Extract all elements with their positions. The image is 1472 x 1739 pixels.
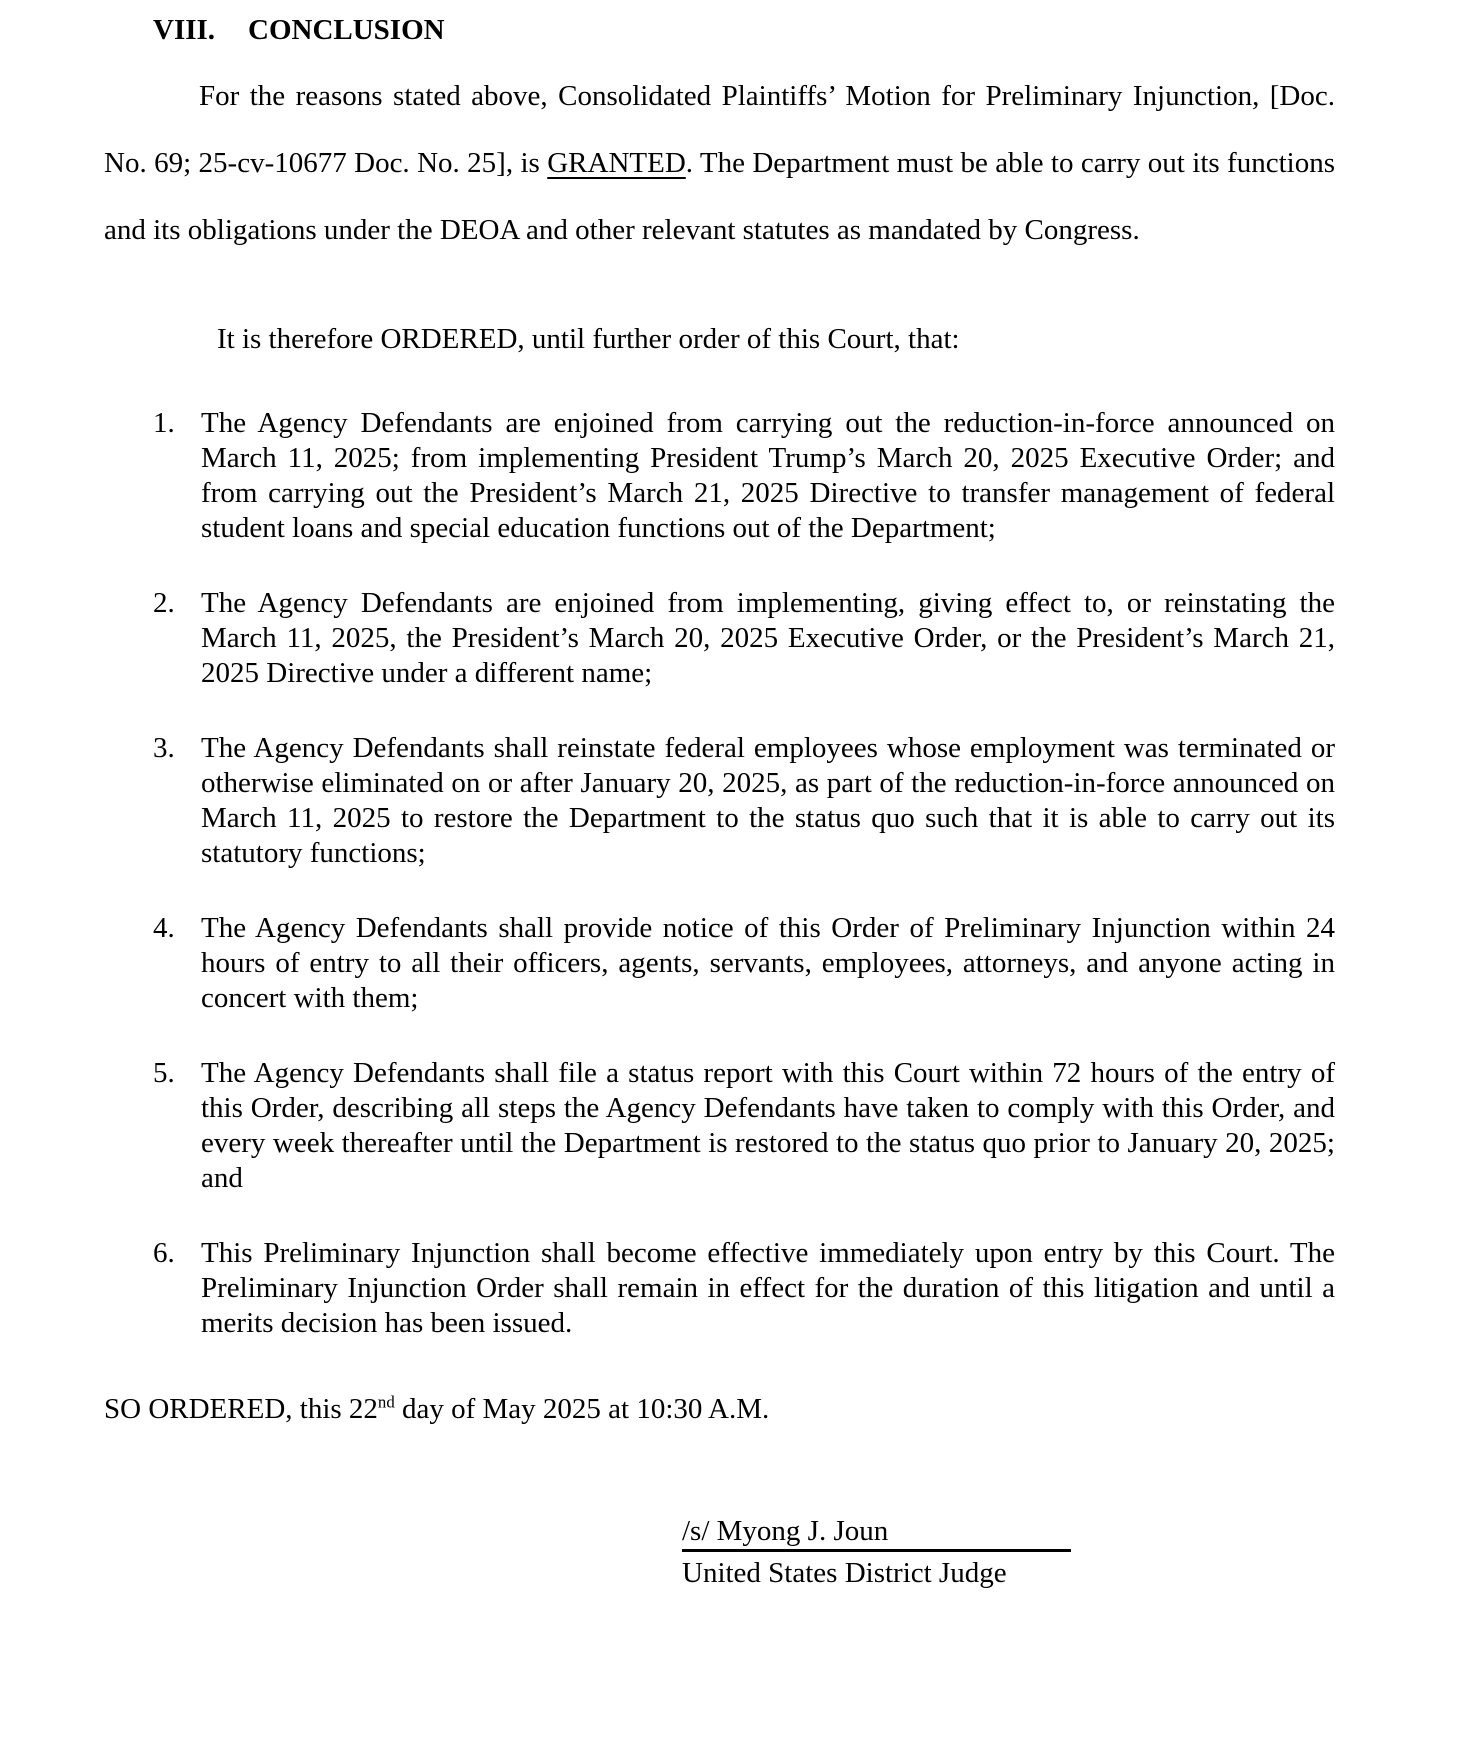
item-number: 6. [153, 1237, 175, 1269]
section-number: VIII. [153, 14, 216, 46]
ordered-item-2 [104, 586, 1335, 691]
item-number: 5. [153, 1057, 175, 1089]
section-title: CONCLUSION [248, 14, 445, 46]
signature-name: /s/ Myong J. Joun [682, 1515, 889, 1547]
granted-text: GRANTED [547, 147, 686, 179]
ordered-item-1 [104, 406, 1335, 546]
so-ordered-line [104, 1392, 1335, 1427]
signature-block [682, 1514, 1335, 1591]
intro-text-before: For the reasons stated above, Consolidated Plaintiffs’ Motion for Preliminary Injunction, [Doc. No. 69; 25-cv-10677 Doc. No. 25], is [104, 80, 1335, 179]
so-ordered-text-before: SO ORDERED, this 22 [104, 1393, 378, 1425]
superscript-ordinal: nd [377, 1392, 395, 1412]
order-intro-paragraph: It is therefore ORDERED, until further order of this Court, that: [217, 323, 960, 355]
item-text: This Preliminary Injunction shall become effective immediately upon entry by this Court. The Preliminary Injunction Order shall remain in effect for the duration of this litigation and until a merits decision has been issued. [201, 1237, 1335, 1339]
item-text: The Agency Defendants shall file a status report with this Court within 72 hours of the entry of this Order, describing all steps the Agency Defendants have taken to comply with this Order, and every week thereafter until the Department is restored to the status quo prior to January 20, 2025; and [201, 1057, 1335, 1194]
item-number: 2. [153, 587, 175, 619]
intro-text-after: . The Department must be able to carry out its functions and its obligations under the DEOA and other relevant statutes as mandated by Congress. [104, 147, 1335, 246]
court-order-page [0, 13, 1472, 1739]
ordered-item-5 [104, 1056, 1335, 1196]
item-text: The Agency Defendants are enjoined from carrying out the reduction-in-force announced on March 11, 2025; from implementing President Trump’s March 20, 2025 Executive Order; and from carrying out the President’s March 21, 2025 Directive to transfer management of federal student loans and special education functions out of the Department; [201, 407, 1335, 544]
ordered-item-4 [104, 911, 1335, 1016]
signature-line [682, 1514, 1071, 1552]
intro-paragraph [104, 63, 1335, 264]
item-text: The Agency Defendants are enjoined from implementing, giving effect to, or reinstating the March 11, 2025, the President’s March 20, 2025 Executive Order, or the President’s March 21, 2025 Directive under a different name; [201, 587, 1335, 689]
judge-title: United States District Judge [682, 1557, 1007, 1589]
item-number: 4. [153, 912, 175, 944]
so-ordered-text-after: day of May 2025 at 10:30 A.M. [394, 1393, 770, 1425]
ordered-items-list [104, 406, 1335, 1341]
item-number: 1. [153, 407, 175, 439]
item-number: 3. [153, 732, 175, 764]
ordered-item-3 [104, 731, 1335, 871]
item-text: The Agency Defendants shall reinstate federal employees whose employment was terminated or otherwise eliminated on or after January 20, 2025, as part of the reduction-in-force announced on March 11, 2025 to restore the Department to the status quo such that it is able to carry out its statutory functions; [201, 732, 1335, 869]
section-heading [153, 13, 1335, 48]
ordered-item-6 [104, 1236, 1335, 1341]
item-text: The Agency Defendants shall provide notice of this Order of Preliminary Injunction within 24 hours of entry to all their officers, agents, servants, employees, attorneys, and anyone acting in concert with them; [201, 912, 1335, 1014]
